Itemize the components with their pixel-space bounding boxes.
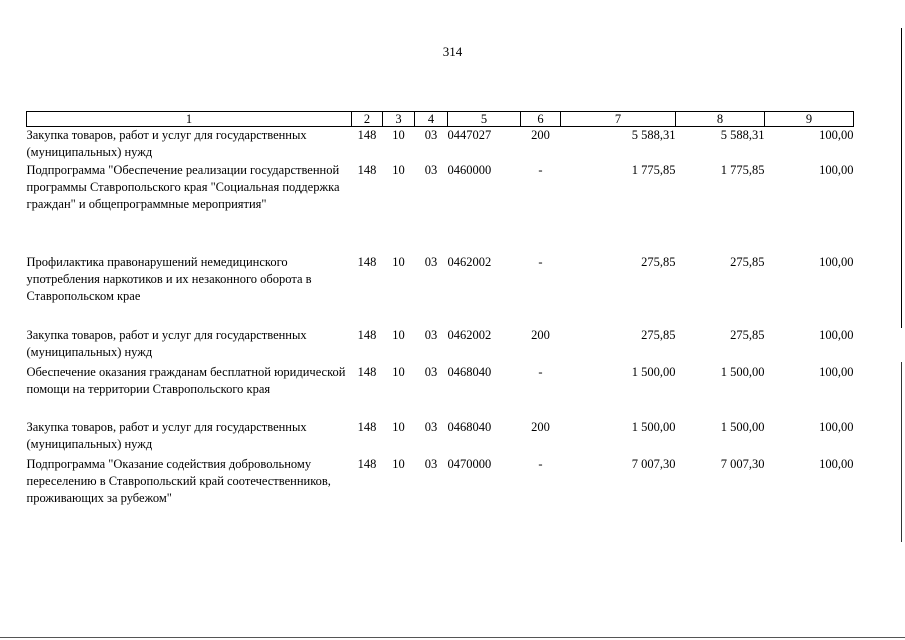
cell-col8: 7 007,30 xyxy=(720,456,765,471)
column-header: 1 xyxy=(27,112,352,127)
cell-col3: 10 xyxy=(392,364,405,379)
table-row xyxy=(27,327,854,364)
cell-col7: 275,85 xyxy=(641,327,676,342)
row-name: Закупка товаров, работ и услуг для государственных (муниципальных) нужд xyxy=(26,128,307,159)
cell-col6: - xyxy=(538,254,543,269)
cell-col5: 0468040 xyxy=(447,419,492,434)
page-number: 314 xyxy=(442,44,463,59)
cell-col2: 148 xyxy=(357,364,377,379)
cell-col4: 03 xyxy=(424,327,438,342)
cell-col6: 200 xyxy=(531,419,550,434)
scan-edge-line xyxy=(901,28,902,328)
cell-col4: 03 xyxy=(424,254,438,269)
row-name: Закупка товаров, работ и услуг для государственных (муниципальных) нужд xyxy=(26,419,307,451)
cell-col5: 0462002 xyxy=(447,327,492,342)
column-header: 9 xyxy=(765,112,854,127)
row-name: Закупка товаров, работ и услуг для государственных (муниципальных) нужд xyxy=(26,327,307,359)
cell-col8: 275,85 xyxy=(730,327,765,342)
cell-col7: 1 500,00 xyxy=(631,364,676,379)
row-name: Подпрограмма "Оказание содействия добровольному переселению в Ставропольский край соотечественников, проживающих за рубежом" xyxy=(26,456,331,505)
table-row xyxy=(27,254,854,327)
cell-col9: 100,00 xyxy=(819,327,854,342)
cell-col2: 148 xyxy=(357,456,377,471)
budget-table xyxy=(26,111,854,531)
cell-col7: 1 775,85 xyxy=(631,162,676,177)
cell-col5: 0462002 xyxy=(447,254,492,269)
cell-col3: 10 xyxy=(392,456,405,471)
column-header: 6 xyxy=(521,112,561,127)
column-header: 8 xyxy=(676,112,765,127)
cell-col3: 10 xyxy=(392,162,405,177)
table-row xyxy=(27,364,854,419)
cell-col9: 100,00 xyxy=(819,456,854,471)
column-header: 5 xyxy=(448,112,521,127)
header-row xyxy=(27,112,854,127)
cell-col2: 148 xyxy=(357,162,377,177)
column-header: 3 xyxy=(383,112,415,127)
cell-col7: 1 500,00 xyxy=(631,419,676,434)
cell-col8: 1 500,00 xyxy=(720,419,765,434)
cell-col6: 200 xyxy=(531,327,550,342)
cell-col7: 275,85 xyxy=(641,254,676,269)
cell-col5: 0447027 xyxy=(447,128,492,142)
cell-col6: 200 xyxy=(531,128,550,142)
cell-col6: - xyxy=(538,456,543,471)
cell-col4: 03 xyxy=(424,456,438,471)
table-row xyxy=(27,419,854,456)
cell-col4: 03 xyxy=(424,162,438,177)
cell-col5: 0470000 xyxy=(447,456,492,471)
scan-bottom-line xyxy=(0,637,905,638)
table-row xyxy=(27,127,854,162)
cell-col5: 0460000 xyxy=(447,162,492,177)
cell-col3: 10 xyxy=(392,254,405,269)
cell-col8: 5 588,31 xyxy=(720,128,765,142)
scan-edge-line-lower xyxy=(901,362,902,542)
cell-col4: 03 xyxy=(424,419,438,434)
cell-col3: 10 xyxy=(392,327,405,342)
table-row xyxy=(27,456,854,531)
cell-col2: 148 xyxy=(357,254,377,269)
column-header: 4 xyxy=(415,112,448,127)
cell-col2: 148 xyxy=(357,128,377,142)
cell-col7: 5 588,31 xyxy=(631,128,676,142)
column-header: 2 xyxy=(352,112,383,127)
cell-col9: 100,00 xyxy=(819,162,854,177)
cell-col5: 0468040 xyxy=(447,364,492,379)
row-name: Подпрограмма "Обеспечение реализации государственной программы Ставропольского края "Социальная поддержка граждан" и общепрограммные мероприятия" xyxy=(26,162,340,211)
cell-col6: - xyxy=(538,162,543,177)
cell-col8: 1 775,85 xyxy=(720,162,765,177)
cell-col2: 148 xyxy=(357,419,377,434)
row-name: Профилактика правонарушений немедицинского употребления наркотиков и их незаконного оборота в Ставропольском крае xyxy=(26,254,312,303)
table-row xyxy=(27,162,854,254)
cell-col8: 1 500,00 xyxy=(720,364,765,379)
cell-col9: 100,00 xyxy=(819,419,854,434)
cell-col9: 100,00 xyxy=(819,364,854,379)
cell-col3: 10 xyxy=(392,419,405,434)
cell-col6: - xyxy=(538,364,543,379)
cell-col4: 03 xyxy=(424,128,438,142)
cell-col9: 100,00 xyxy=(819,128,854,142)
cell-col9: 100,00 xyxy=(819,254,854,269)
cell-col7: 7 007,30 xyxy=(631,456,676,471)
cell-col2: 148 xyxy=(357,327,377,342)
column-header: 7 xyxy=(561,112,676,127)
cell-col4: 03 xyxy=(424,364,438,379)
cell-col8: 275,85 xyxy=(730,254,765,269)
row-name: Обеспечение оказания гражданам бесплатной юридической помощи на территории Ставропольского края xyxy=(26,364,346,396)
cell-col3: 10 xyxy=(392,128,405,142)
